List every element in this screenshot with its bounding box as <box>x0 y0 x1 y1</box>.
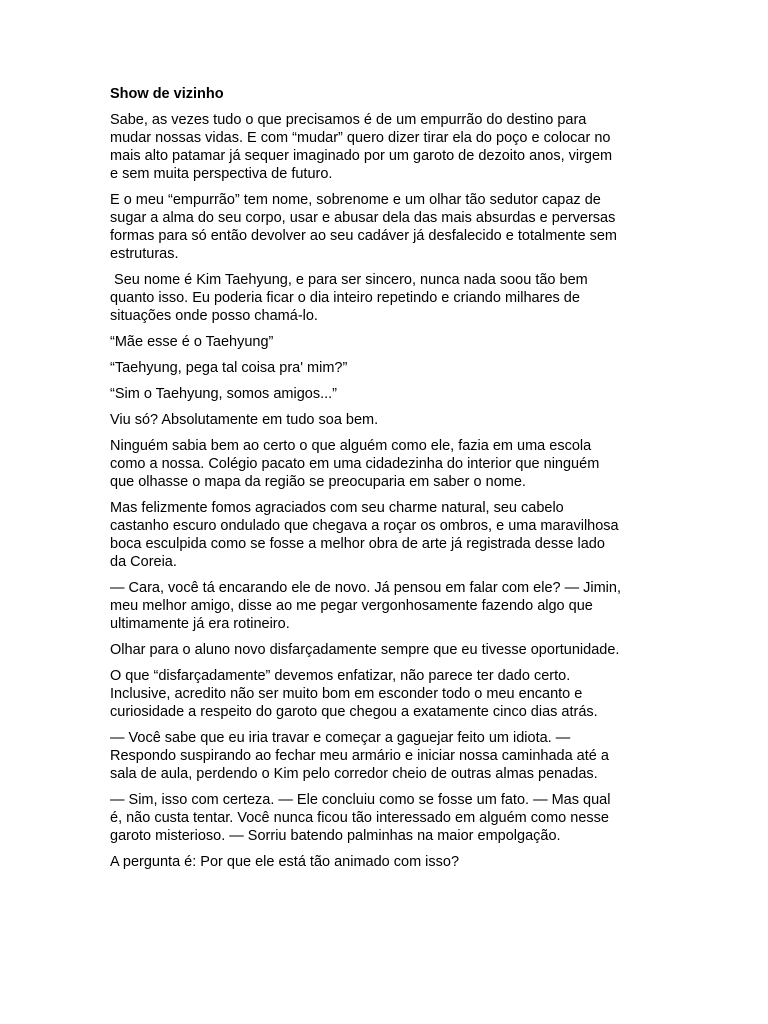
paragraph-line: meu melhor amigo, disse ao me pegar vergonhosamente fazendo algo que <box>110 598 593 614</box>
paragraph-line: curiosidade a respeito do garoto que chegou a exatamente cinco dias atrás. <box>110 704 598 720</box>
paragraph-line: da Coreia. <box>110 554 177 570</box>
paragraph-line: — Você sabe que eu iria travar e começar a gaguejar feito um idiota. — <box>110 730 571 746</box>
paragraph <box>110 271 670 325</box>
document-title: Show de vizinho <box>110 86 224 102</box>
paragraph-line: Respondo suspirando ao fechar meu armário e iniciar nossa caminhada até a <box>110 748 609 764</box>
paragraph-line: — Sim, isso com certeza. — Ele concluiu como se fosse um fato. — Mas qual <box>110 792 611 808</box>
paragraph-line: Ninguém sabia bem ao certo o que alguém como ele, fazia em uma escola <box>110 438 592 454</box>
paragraph-line: Viu só? Absolutamente em tudo soa bem. <box>110 412 379 428</box>
paragraph-line: sugar a alma do seu corpo, usar e abusar dela das mais absurdas e perversas <box>110 210 616 226</box>
paragraph <box>110 667 670 721</box>
paragraph <box>110 191 670 263</box>
paragraph-line: que olhasse o mapa da região se preocuparia em saber o nome. <box>110 474 526 490</box>
paragraph-line: “Mãe esse é o Taehyung” <box>110 334 274 350</box>
paragraph-line: formas para só então devolver ao seu cadáver já desfalecido e totalmente sem <box>110 228 617 244</box>
paragraph-line: Mas felizmente fomos agraciados com seu charme natural, seu cabelo <box>110 500 564 516</box>
paragraph-line: — Cara, você tá encarando ele de novo. Já pensou em falar com ele? — Jimin, <box>110 580 621 596</box>
paragraph-line: ultimamente já era rotineiro. <box>110 616 290 632</box>
paragraph <box>110 359 670 377</box>
document-page <box>110 85 670 879</box>
paragraph-line: mais alto patamar já sequer imaginado por um garoto de dezoito anos, virgem <box>110 148 613 164</box>
paragraph-line: O que “disfarçadamente” devemos enfatizar, não parece ter dado certo. <box>110 668 571 684</box>
paragraph <box>110 641 670 659</box>
paragraph <box>110 333 670 351</box>
paragraph-line: E o meu “empurrão” tem nome, sobrenome e um olhar tão sedutor capaz de <box>110 192 601 208</box>
paragraph <box>110 853 670 871</box>
paragraph-line: “Taehyung, pega tal coisa pra' mim?” <box>110 360 348 376</box>
paragraph-line: quanto isso. Eu poderia ficar o dia inteiro repetindo e criando milhares de <box>110 290 580 306</box>
paragraph <box>110 411 670 429</box>
paragraph-line: sala de aula, perdendo o Kim pelo corredor cheio de outras almas penadas. <box>110 766 598 782</box>
paragraph-line: como a nossa. Colégio pacato em uma cidadezinha do interior que ninguém <box>110 456 600 472</box>
paragraph-line: castanho escuro ondulado que chegava a roçar os ombros, e uma maravilhosa <box>110 518 619 534</box>
paragraph-line: Inclusive, acredito não ser muito bom em esconder todo o meu encanto e <box>110 686 583 702</box>
paragraph <box>110 437 670 491</box>
paragraph-line: garoto misterioso. — Sorriu batendo palminhas na maior empolgação. <box>110 828 561 844</box>
paragraph-line: A pergunta é: Por que ele está tão animado com isso? <box>110 854 460 870</box>
paragraph-line: boca esculpida como se fosse a melhor obra de arte já registrada desse lado <box>110 536 605 552</box>
paragraph <box>110 791 670 845</box>
paragraph <box>110 499 670 571</box>
paragraph-line: e sem muita perspectiva de futuro. <box>110 166 333 182</box>
paragraph-line: “Sim o Taehyung, somos amigos...” <box>110 386 337 402</box>
paragraph-line: Olhar para o aluno novo disfarçadamente sempre que eu tivesse oportunidade. <box>110 642 620 658</box>
paragraph-line: é, não custa tentar. Você nunca ficou tão interessado em alguém como nesse <box>110 810 609 826</box>
paragraph-line: mudar nossas vidas. E com “mudar” quero dizer tirar ela do poço e colocar no <box>110 130 611 146</box>
paragraph-line: situações onde posso chamá-lo. <box>110 308 318 324</box>
paragraph <box>110 579 670 633</box>
paragraph <box>110 729 670 783</box>
paragraph <box>110 385 670 403</box>
paragraph-line: Sabe, as vezes tudo o que precisamos é de um empurrão do destino para <box>110 112 587 128</box>
document-body <box>110 111 670 871</box>
paragraph-line: estruturas. <box>110 246 179 262</box>
paragraph <box>110 111 670 183</box>
paragraph-line: Seu nome é Kim Taehyung, e para ser sincero, nunca nada soou tão bem <box>110 272 588 288</box>
